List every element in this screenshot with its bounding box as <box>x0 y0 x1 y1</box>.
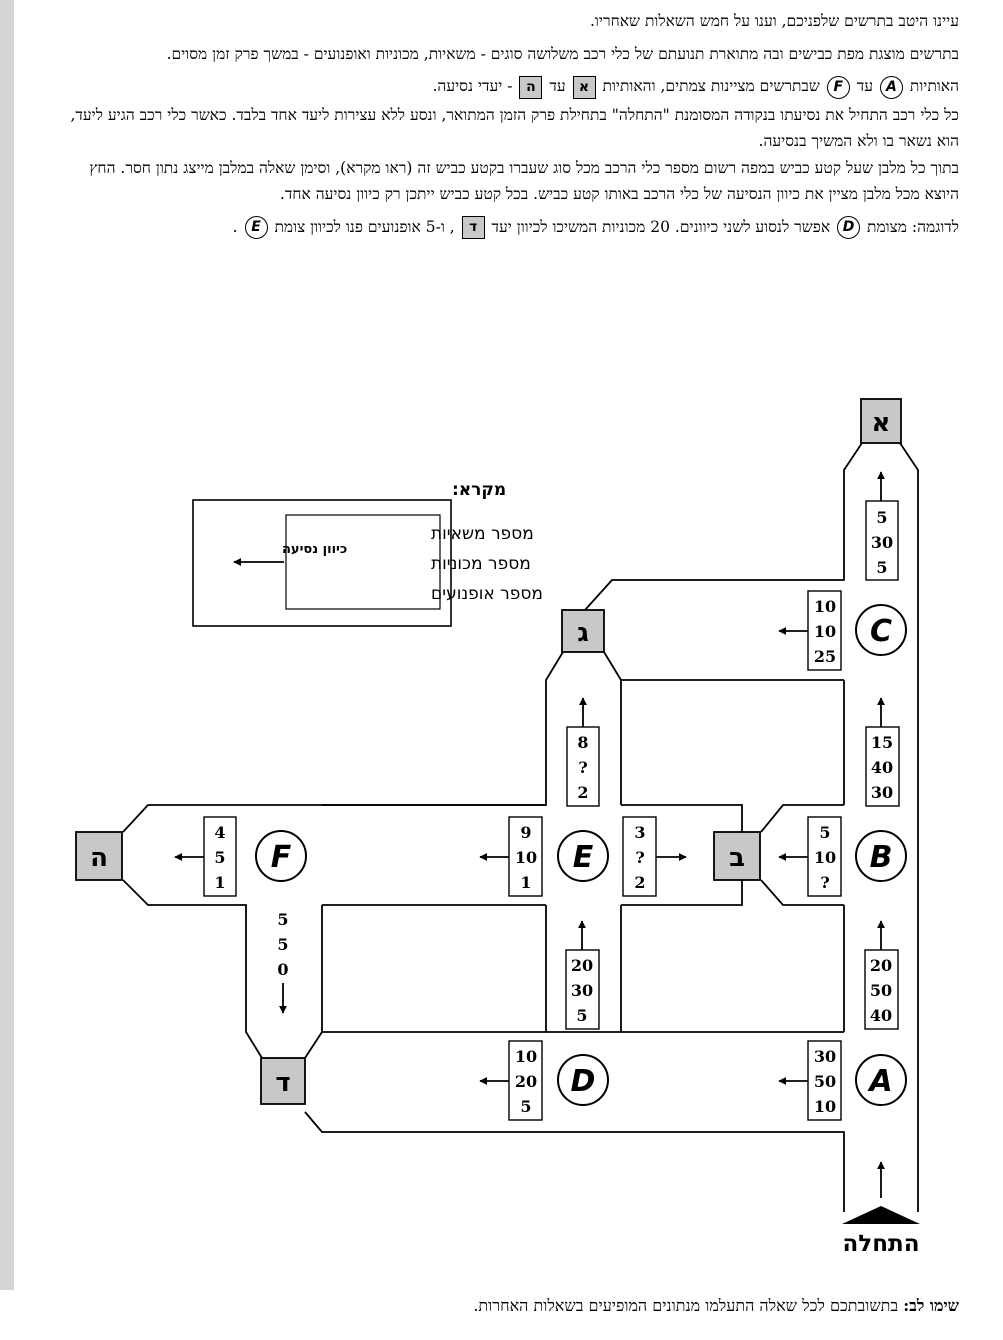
svg-text:5: 5 <box>520 1097 532 1116</box>
destination-he <box>76 832 122 880</box>
svg-text:25: 25 <box>813 647 837 666</box>
svg-text:10: 10 <box>813 597 837 616</box>
legend-cars: מספר מכוניות <box>431 554 531 574</box>
destination-symbol: ד <box>462 216 485 239</box>
intro-travel-rules: כל כלי רכב התחיל את נסיעתו בנקודה המסומנת "התחלה" בתחילת פרק הזמן המתואר, ונסע ללא עצירות ליעד אחד בלבד. כאשר כלי רכב הגיע ליעד, הוא נשאר בו ולא המשיך בנסיעה. <box>70 105 959 150</box>
junction-symbol: D <box>837 216 860 239</box>
road-main-east-edge <box>900 443 918 1212</box>
junction-e <box>558 831 608 881</box>
road-main-west-edge-top <box>585 443 862 610</box>
svg-text:10: 10 <box>813 848 837 867</box>
start-point <box>842 1162 920 1257</box>
svg-text:30: 30 <box>870 533 894 552</box>
legend-direction-label: כיוון נסיעה <box>282 542 348 557</box>
count-box-e-east <box>623 817 686 896</box>
count-box-d-west <box>480 1041 542 1120</box>
legend-box <box>286 515 440 609</box>
count-box-a-west <box>779 1041 841 1120</box>
intro-description: בתרשים מוצגת מפת כבישים ובה מתוארת תנועתם של כלי רכב משלושה סוגים - משאיות, מכוניות ואופנועים - במשך פרק זמן מסוים. <box>166 44 959 63</box>
svg-text:א: א <box>871 408 891 438</box>
svg-text:?: ? <box>578 758 588 777</box>
svg-text:5: 5 <box>214 848 226 867</box>
svg-text:ג: ג <box>577 618 589 648</box>
junction-symbol: F <box>827 76 850 99</box>
footer-note-text: בתשובתכם לכל שאלה התעלמו מנתונים המופיעים בשאלות האחרות. <box>473 1296 904 1315</box>
legend-trucks: מספר משאיות <box>431 524 534 544</box>
count-box-f-down <box>277 910 288 1013</box>
svg-text:5: 5 <box>876 558 888 577</box>
svg-text:?: ? <box>820 873 830 892</box>
svg-text:2: 2 <box>634 873 646 892</box>
svg-text:15: 15 <box>870 733 894 752</box>
svg-text:5: 5 <box>277 910 289 929</box>
start-triangle-icon <box>842 1206 920 1224</box>
svg-text:50: 50 <box>813 1072 837 1091</box>
svg-text:F: F <box>270 840 292 875</box>
count-box-eg-up <box>567 698 599 806</box>
destination-dalet <box>261 1058 305 1104</box>
junction-c <box>856 605 906 655</box>
road-f-down-east-edge <box>305 905 322 1058</box>
svg-text:30: 30 <box>870 783 894 802</box>
svg-text:8: 8 <box>577 733 589 752</box>
footer-note <box>473 1296 959 1316</box>
footer-note-label: שימו לב: <box>903 1296 959 1315</box>
count-box-de-up <box>566 921 599 1029</box>
count-box-top-alef <box>866 472 898 580</box>
svg-text:50: 50 <box>869 981 893 1000</box>
svg-text:30: 30 <box>570 981 594 1000</box>
destination-symbol: ה <box>519 76 542 99</box>
svg-text:20: 20 <box>570 956 594 975</box>
svg-text:1: 1 <box>214 873 226 892</box>
count-box-e-west <box>480 817 542 896</box>
destination-bet <box>714 832 760 880</box>
destination-symbol: א <box>573 76 596 99</box>
intro-letters: האותיות A עד F שבתרשים מציינות צמתים, והאותיות א עד ה - יעדי נסיעה. <box>59 73 959 100</box>
svg-text:ד: ד <box>275 1068 291 1098</box>
svg-text:5: 5 <box>876 508 888 527</box>
svg-text:40: 40 <box>870 758 894 777</box>
svg-text:ב: ב <box>729 843 745 873</box>
legend <box>193 480 543 626</box>
svg-text:?: ? <box>635 848 645 867</box>
svg-text:ה: ה <box>90 843 108 873</box>
count-box-f-west <box>175 817 236 896</box>
svg-text:4: 4 <box>214 823 226 842</box>
svg-text:C: C <box>869 614 893 649</box>
svg-text:10: 10 <box>514 848 538 867</box>
svg-text:9: 9 <box>520 823 532 842</box>
svg-text:3: 3 <box>634 823 646 842</box>
svg-text:B: B <box>869 840 893 875</box>
svg-text:10: 10 <box>514 1047 538 1066</box>
svg-text:20: 20 <box>514 1072 538 1091</box>
legend-title: מקרא: <box>452 480 507 500</box>
svg-text:20: 20 <box>869 956 893 975</box>
svg-text:D: D <box>570 1064 596 1099</box>
count-box-ab-up <box>865 921 898 1029</box>
junction-f <box>256 831 306 881</box>
destination-gimel <box>562 610 604 652</box>
svg-text:A: A <box>869 1064 893 1099</box>
svg-text:0: 0 <box>277 960 289 979</box>
count-box-bc-up <box>866 698 899 806</box>
count-box-b-west <box>779 817 841 896</box>
intro-example: לדוגמה: מצומת D אפשר לנסוע לשני כיוונים. 20 מכוניות המשיכו לכיוון יעד ד , ו-5 אופנועים פנו לכיוון צומת E . <box>59 214 959 241</box>
legend-motorcycles: מספר אופנועים <box>431 584 543 604</box>
svg-text:30: 30 <box>813 1047 837 1066</box>
junction-a <box>856 1055 906 1105</box>
svg-text:5: 5 <box>277 935 289 954</box>
junction-b <box>856 831 906 881</box>
road-g-east-edge <box>604 652 621 805</box>
junction-symbol: A <box>880 76 903 99</box>
intro-line: עיינו היטב בתרשים שלפניכם, וענו על חמש השאלות שאחריו. <box>590 12 959 30</box>
svg-text:10: 10 <box>813 622 837 641</box>
intro-box-rules: בתוך כל מלבן שעל קטע כביש במפה רשום מספר כלי הרכב מכל סוג שעברו בקטע כביש זה (ראו מקרא), וסימן שאלה במלבן מייצג נתון חסר. החץ היוצא מכל מלבן מציין את כיוון הנסיעה של כלי הרכב באותו קטע כביש. בכל קטע כביש ייתכן רק כיוון נסיעה אחד. <box>89 158 959 203</box>
count-box-c-west <box>779 591 841 670</box>
junction-symbol: E <box>245 216 268 239</box>
svg-text:40: 40 <box>869 1006 893 1025</box>
svg-text:5: 5 <box>819 823 831 842</box>
destination-alef <box>861 399 901 443</box>
svg-text:5: 5 <box>576 1006 588 1025</box>
svg-text:2: 2 <box>577 783 589 802</box>
road-bottom-edge <box>305 1112 844 1212</box>
svg-text:E: E <box>572 840 594 875</box>
svg-text:10: 10 <box>813 1097 837 1116</box>
start-label: התחלה <box>842 1231 920 1257</box>
junction-d <box>558 1055 608 1105</box>
svg-text:1: 1 <box>520 873 532 892</box>
road-he-south-edge <box>123 880 262 1058</box>
